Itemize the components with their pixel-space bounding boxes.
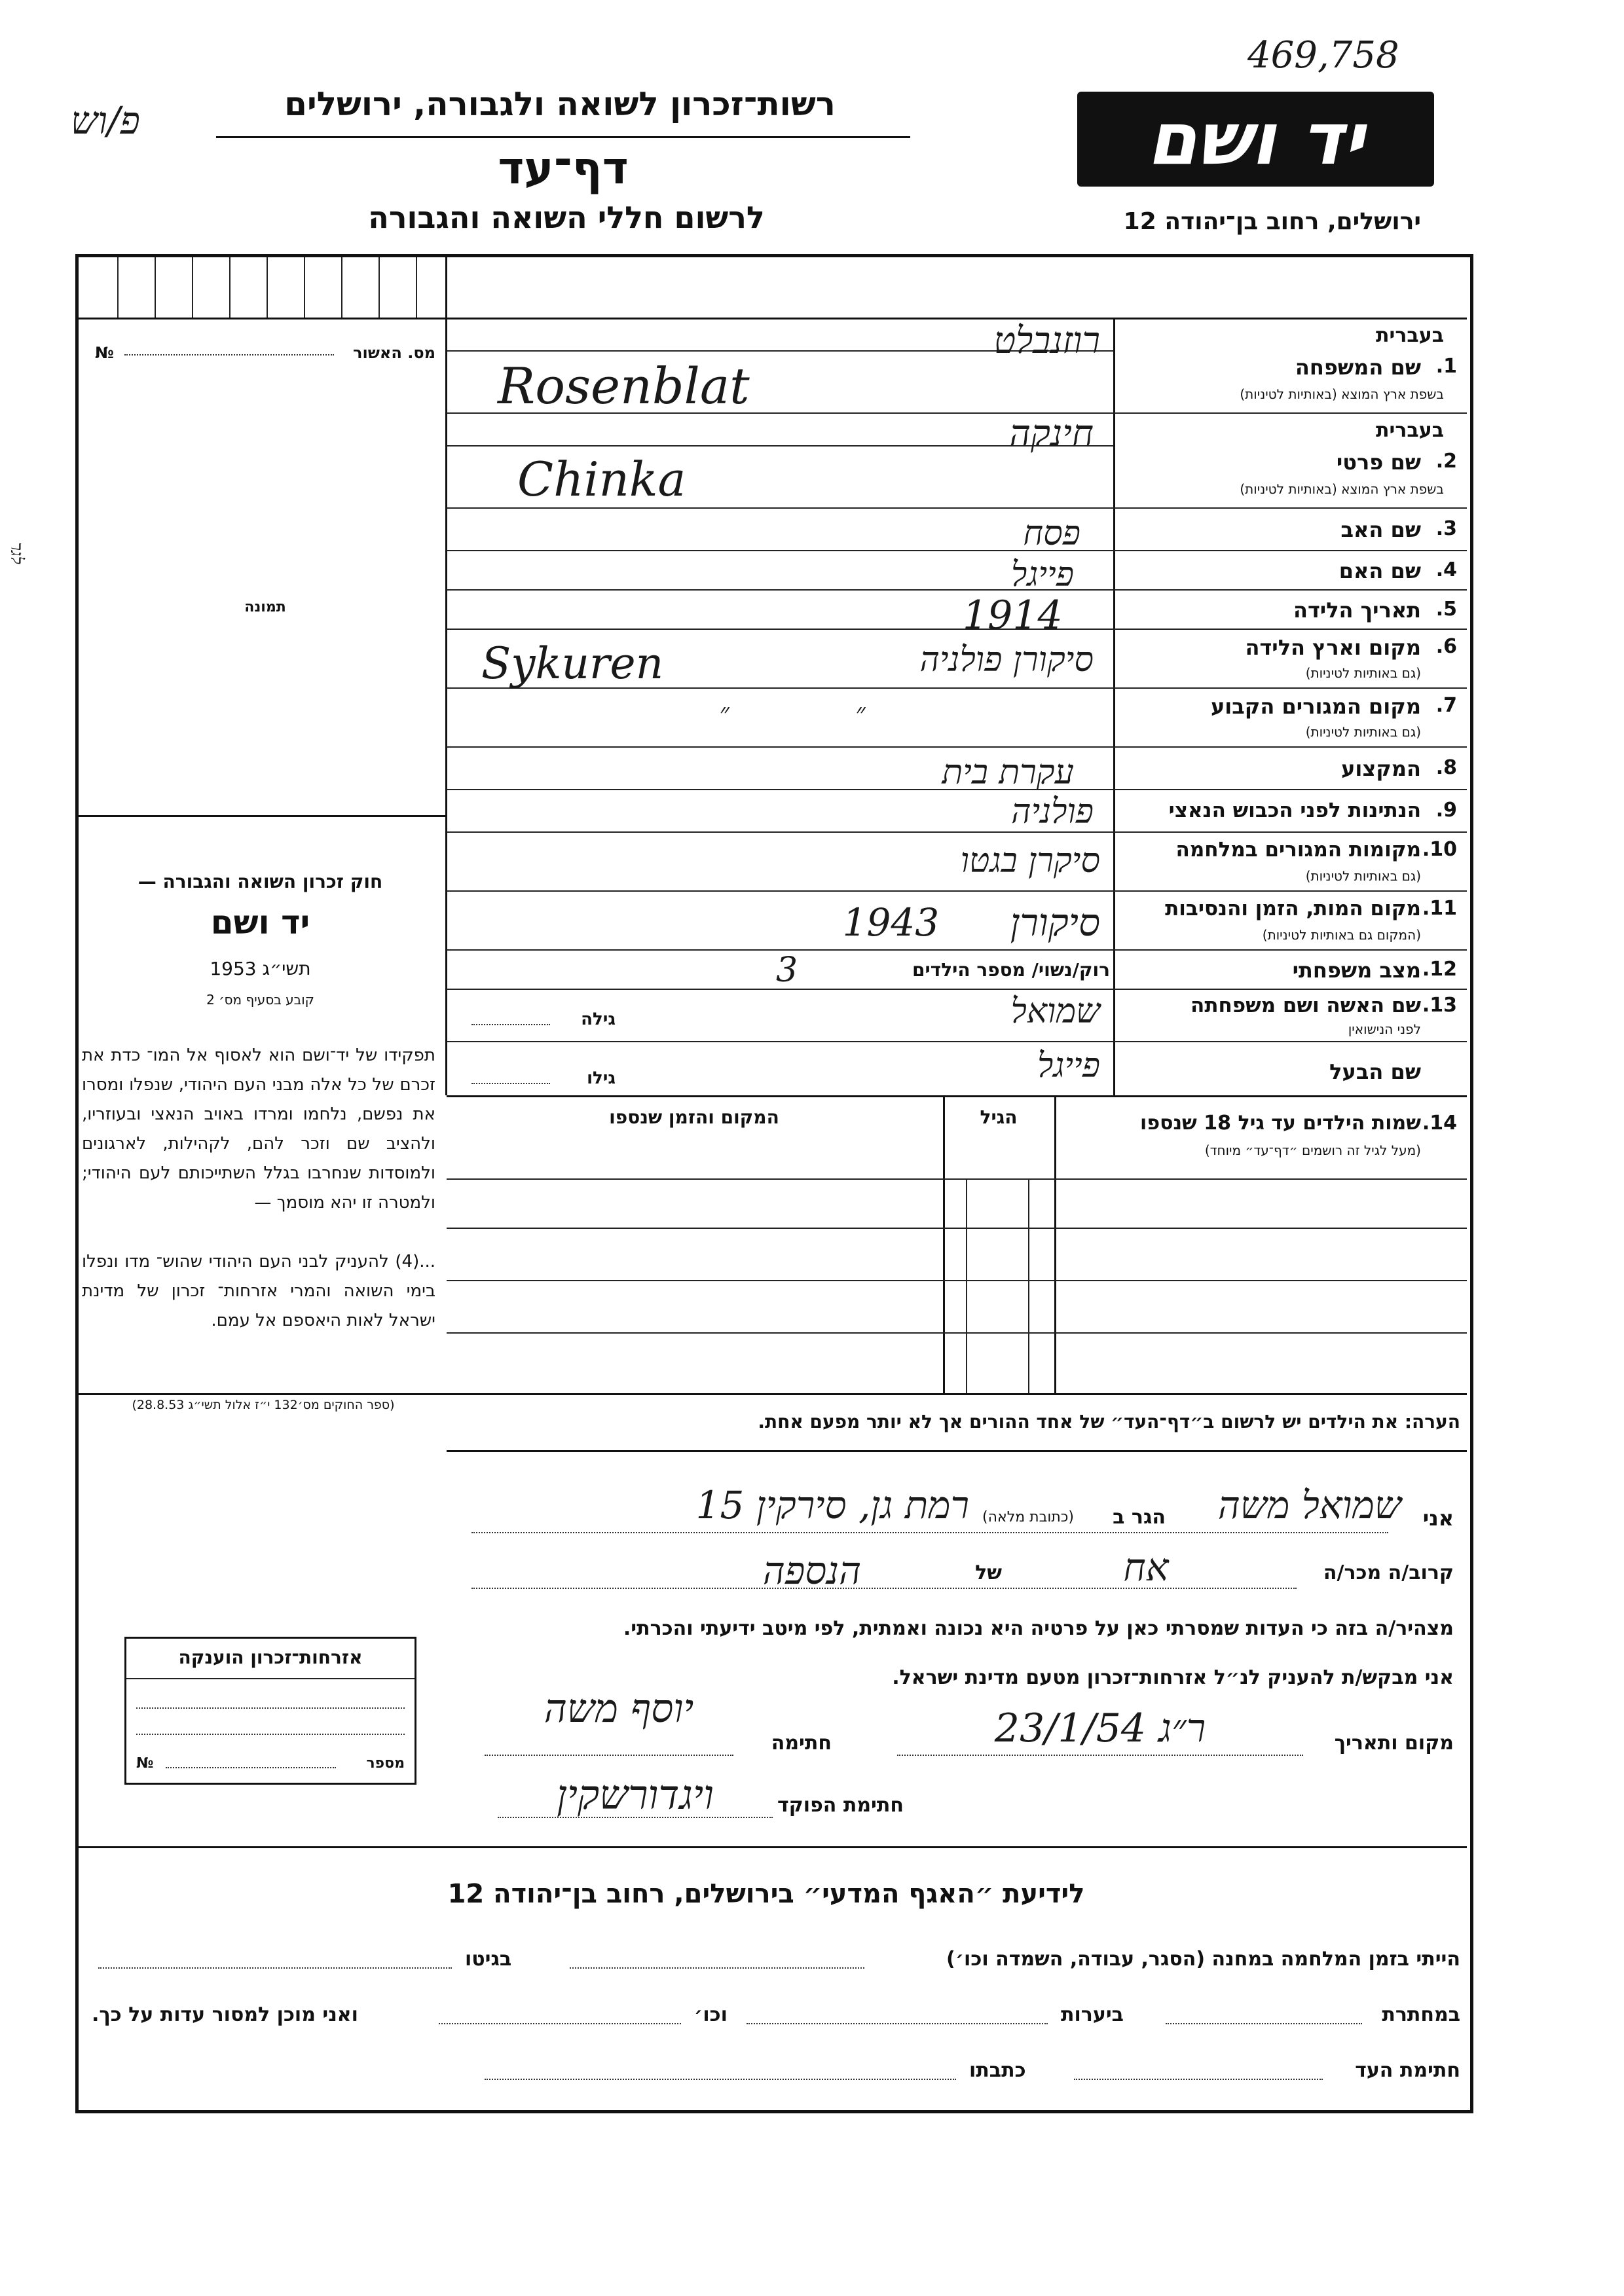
place-date-value: ר״ג 23/1/54	[994, 1705, 1206, 1751]
field-sublabel: (גם באותיות לטיניות)	[1305, 665, 1421, 681]
law-text-1: תפקידו של יד־ושם הוא לאסוף אל המו־ כדת את זכרם של כל אלה מבני העם היהודי, שנפלו ומסרו את נפשם, נלחמו ומרדו באויב הנאצי ובעוזריו, ולהציב שם וזכר להם, לקהילות, לארגונים ולמוסדות שנחרבו בגלל השתייכותם לעם היהודי; ולמטרה זו יהא מוסמך —	[82, 1046, 435, 1212]
approval-label: מס. האשור	[353, 344, 435, 362]
first-name-latin: Chinka	[517, 452, 686, 507]
field-label: שם המשפחה	[1295, 355, 1421, 380]
logo-text: יד ושם	[1147, 97, 1365, 181]
children-count-value: 3	[776, 951, 798, 990]
birth-place-latin: Sykuren	[481, 638, 664, 689]
field-label: תאריך הלידה	[1293, 598, 1421, 623]
underground-label: במחתרת	[1382, 2003, 1460, 2026]
children-note: הערה: את הילדים יש לרשום ב״דף־העד״ של אחד ההורים אך לא יותר מפעם אחת.	[758, 1411, 1460, 1432]
field-number: 3.	[1435, 517, 1457, 540]
approval-no-symbol: №	[95, 344, 114, 362]
archive-ref-number: 469,758	[1247, 34, 1399, 77]
field-number: 4.	[1435, 558, 1457, 581]
field-sublabel: (גם באותיות לטיניות)	[1305, 724, 1421, 740]
law-section: קובע בסעיף מס׳ 2	[206, 992, 314, 1008]
footer-line-3	[92, 2059, 1460, 2092]
children-col-age: הגיל	[980, 1106, 1018, 1128]
field-family-name	[1116, 321, 1457, 411]
husband-name-value: פייגל	[1037, 1046, 1100, 1085]
field-sublabel: (גם באותיות לטיניות)	[1305, 868, 1421, 884]
field-number: 11.	[1422, 897, 1457, 920]
field-label: מקומות המגורים במלחמה	[1175, 838, 1421, 862]
citizenship-request: אני מבקש/ת להעניק לנ״ל אזרחות־זכרון מטעם מדינת ישראל.	[892, 1666, 1454, 1689]
age-label: גילה	[581, 1010, 616, 1029]
marital-status-options: רוק/נשוי/ מספר הילדים	[912, 959, 1110, 981]
field-marital-status	[1116, 955, 1457, 987]
law-source: (ספר החוקים מס׳132 י״ז אלול תשי״ג 28.8.53)	[132, 1398, 395, 1412]
top-boxes	[80, 257, 443, 318]
first-name-hebrew: חינקה	[1009, 412, 1094, 455]
birth-place-value: סיקורן פולניה	[919, 640, 1094, 680]
form-subtitle: לרשום חללי השואה והגבורה	[368, 200, 765, 235]
field-number: 5.	[1435, 598, 1457, 621]
declaration-statement: מצהיר/ה בזה כי העדות שמסרתי כאן על פרטיה היא נכונה ואמתית, לפי מיטב ידיעתי והכרתי.	[623, 1617, 1454, 1640]
corner-mark: פ/וש	[71, 98, 140, 143]
footer-line-1	[92, 1948, 1460, 1980]
approval-number	[95, 344, 435, 370]
citizenship-number-label: מספר	[366, 1755, 405, 1772]
declarant-signature: יוסף משה	[544, 1686, 694, 1732]
field-number: 1.	[1435, 355, 1457, 378]
footer-line-2	[92, 2003, 1460, 2036]
officer-signature-label: חתימת הפוקד	[777, 1794, 904, 1817]
declaration-i-label: אני	[1422, 1506, 1454, 1531]
mother-name-value: פייגל	[1010, 555, 1074, 594]
officer-signature: ויגדורשקין	[556, 1771, 714, 1819]
field-number: 12.	[1422, 958, 1457, 981]
signature-label: חתימה	[771, 1732, 832, 1755]
field-mother-name	[1116, 555, 1457, 588]
ghetto-label: בגיטו	[465, 1948, 512, 1971]
children-table-title: שמות הילדים עד גיל 18 שנספו	[1140, 1112, 1421, 1135]
field-number: 14.	[1422, 1112, 1457, 1135]
law-year: תשי״ג 1953	[210, 958, 311, 979]
field-wife-name	[1116, 994, 1457, 1040]
age-label: גילו	[587, 1068, 616, 1088]
residing-label: הגר ב	[1113, 1506, 1166, 1529]
field-label: שם הבעל	[1329, 1059, 1421, 1084]
death-place-value: סיקורן 1943	[842, 900, 1100, 945]
side-mark: לגר	[6, 542, 26, 564]
citizenship-no-symbol: №	[136, 1755, 154, 1772]
field-number: 8.	[1435, 756, 1457, 779]
field-number: 13.	[1422, 994, 1457, 1017]
residence-value: ״ ״	[719, 698, 866, 728]
field-label: שם האשה ושם משפחתה	[1190, 994, 1421, 1017]
field-label: מקום המות, הזמן והנסיבות	[1165, 897, 1421, 920]
field-number: 2.	[1435, 450, 1457, 473]
field-occupation	[1116, 753, 1457, 786]
address-header: ירושלים, רחוב בן־יהודה 12	[1123, 208, 1421, 235]
willing-testify-label: ואני מוכן למסור עדות על כך.	[92, 2003, 358, 2026]
occupation-value: עקרת בית	[942, 753, 1074, 792]
field-label: מקום וארץ הלידה	[1245, 635, 1421, 660]
field-birth-place	[1116, 634, 1457, 686]
law-name: יד ושם	[210, 903, 310, 941]
field-number: 7.	[1435, 694, 1457, 717]
camp-label: הייתי בזמן המלחמה במחנה (הסגר, עבודה, השמדה וכו׳)	[946, 1948, 1460, 1971]
field-first-name	[1116, 416, 1457, 506]
citizenship-box	[124, 1637, 416, 1785]
hebrew-tag: בעברית	[1376, 324, 1444, 347]
war-residence-value: סיקרן בגטו	[960, 841, 1100, 881]
field-label: שם האם	[1338, 558, 1421, 583]
field-label: שם פרטי	[1336, 450, 1421, 475]
nationality-value: פולניה	[1011, 792, 1094, 831]
yad-vashem-logo	[1077, 92, 1434, 187]
field-label: שם האב	[1340, 517, 1421, 542]
field-sublabel: בשפת ארץ המוצא (באותיות לטיניות)	[1240, 386, 1444, 402]
of-label: של	[975, 1561, 1002, 1584]
field-birth-date	[1116, 594, 1457, 627]
etc-label: וכו׳	[694, 2003, 728, 2026]
field-sublabel: (המקום גם באותיות לטיניות)	[1262, 927, 1421, 943]
relative-label: קרוב/ה מכר/ה	[1323, 1561, 1454, 1584]
form-title: דף־עד	[498, 143, 629, 194]
field-death-place	[1116, 896, 1457, 948]
field-label: הנתינות לפני הכבוש הנאצי	[1168, 799, 1421, 822]
children-col-place: המקום והזמן שנספו	[609, 1106, 779, 1128]
wife-age	[471, 1008, 616, 1034]
father-name-value: פסח	[1023, 514, 1080, 553]
family-name-hebrew: רוזנבלט	[993, 319, 1100, 362]
field-husband-name	[1116, 1057, 1457, 1090]
birth-date-value: 1914	[963, 592, 1063, 638]
declarant-address: רמת גן, סירקין 15	[695, 1483, 969, 1527]
field-sublabel: לפני הנישואין	[1348, 1021, 1421, 1037]
children-table-header	[1058, 1106, 1457, 1172]
footer-title: לידיעת ״האגף המדעי״ בירושלים, רחוב בן־יהודה 12	[447, 1879, 1085, 1909]
wife-name-value: שמואל	[1010, 992, 1100, 1031]
place-date-label: מקום ותאריך	[1334, 1732, 1454, 1755]
field-residence	[1116, 693, 1457, 745]
field-label: מצב משפחתי	[1292, 958, 1421, 983]
family-name-latin: Rosenblat	[498, 357, 750, 415]
field-number: 10.	[1422, 838, 1457, 861]
citizenship-title: אזרחות־זכרון הוענקה	[178, 1647, 363, 1668]
field-number: 6.	[1435, 635, 1457, 658]
field-number: 9.	[1435, 799, 1457, 822]
field-war-residence	[1116, 837, 1457, 889]
husband-age	[471, 1067, 616, 1093]
law-text-2: ...(4) להעניק לבני העם היהודי שהוש־ מדו ונפלו בימי השואה והמרי אזרחות־ זכרון של מדינת ישראל לאות היאספם אל עמם.	[82, 1252, 435, 1330]
of-value: הנספה	[762, 1548, 862, 1593]
relation-value: אח	[1123, 1545, 1169, 1590]
witness-signature-label: חתימת העד	[1355, 2059, 1460, 2082]
forests-label: ביערות	[1061, 2003, 1124, 2026]
photo-label: תמונה	[244, 599, 286, 615]
children-table-note: (מעל לגיל זה רושמים ״דף־עד״ מיוחד)	[1204, 1142, 1421, 1158]
field-nationality	[1116, 795, 1457, 828]
field-father-name	[1116, 514, 1457, 547]
witness-address-label: כתבתו	[969, 2059, 1026, 2082]
declarant-name: שמואל משה	[1217, 1483, 1401, 1527]
field-label: המקצוע	[1341, 756, 1421, 781]
field-sublabel: בשפת ארץ המוצא (באותיות לטיניות)	[1240, 481, 1444, 497]
field-label: מקום המגורים הקבוע	[1210, 694, 1421, 719]
authority-name: רשות־זכרון לשואה ולגבורה, ירושלים	[284, 85, 836, 123]
address-hint: (כתובת מלאה)	[982, 1509, 1074, 1525]
law-title: חוק זכרון השואה והגבורה —	[138, 871, 383, 892]
hebrew-tag: בעברית	[1376, 419, 1444, 442]
